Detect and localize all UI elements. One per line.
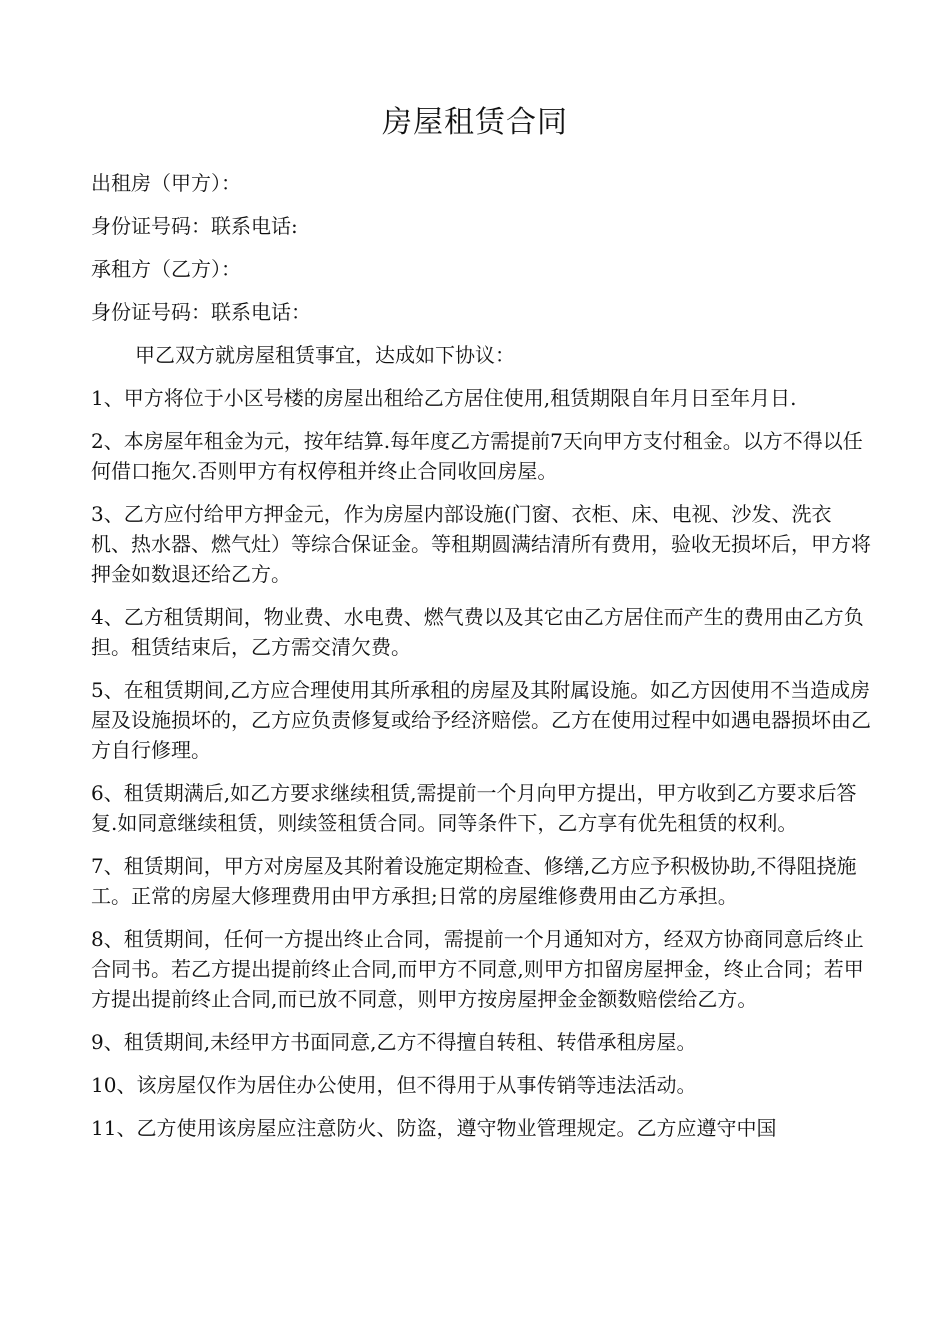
agreement-intro: 甲乙双方就房屋租赁事宜，达成如下协议：	[135, 343, 515, 367]
clause-7: 7、租赁期间，甲方对房屋及其附着设施定期检查、修缮,乙方应予积极协助,不得阻挠施工。正常的房屋大修理费用由甲方承担;日常的房屋维修费用由乙方承担。	[91, 854, 857, 908]
clause-3: 3、乙方应付给甲方押金元，作为房屋内部设施(门窗、衣柜、床、电视、沙发、洗衣机、热水器、燃气灶）等综合保证金。等租期圆满结清所有费用，验收无损坏后，甲方将押金如数退还给乙方。	[91, 502, 871, 586]
lessee-id-phone-line: 身份证号码：联系电话：	[91, 300, 311, 324]
clause-11: 11、乙方使用该房屋应注意防火、防盗，遵守物业管理规定。乙方应遵守中国	[91, 1116, 777, 1140]
clause-1: 1、甲方将位于小区号楼的房屋出租给乙方居住使用,租赁期限自年月日至年月日.	[91, 386, 797, 410]
clause-5: 5、在租赁期间,乙方应合理使用其所承租的房屋及其附属设施。如乙方因使用不当造成房屋及设施损坏的，乙方应负责修复或给予经济赔偿。乙方在使用过程中如遇电器损坏由乙方自行修理。	[91, 678, 871, 762]
clause-10: 10、该房屋仅作为居住办公使用，但不得用于从事传销等违法活动。	[91, 1073, 697, 1097]
clause-9: 9、租赁期间,未经甲方书面同意,乙方不得擅自转租、转借承租房屋。	[91, 1030, 697, 1054]
document-title: 房屋租赁合同	[382, 105, 568, 140]
contract-body	[91, 168, 871, 1156]
lessee-line: 承租方（乙方）：	[91, 257, 241, 281]
lessor-line: 出租房（甲方）：	[91, 171, 241, 195]
lessor-id-phone-line: 身份证号码：联系电话:	[91, 214, 298, 238]
clause-6: 6、租赁期满后,如乙方要求继续租赁,需提前一个月向甲方提出，甲方收到乙方要求后答复.如同意继续租赁，则续签租赁合同。同等条件下，乙方享有优先租赁的权利。	[91, 781, 857, 835]
clause-2: 2、本房屋年租金为元，按年结算.每年度乙方需提前7天向甲方支付租金。以方不得以任何借口拖欠.否则甲方有权停租并终止合同收回房屋。	[91, 429, 863, 483]
clause-4: 4、乙方租赁期间，物业费、水电费、燃气费以及其它由乙方居住而产生的费用由乙方负担。租赁结束后，乙方需交清欠费。	[91, 605, 864, 659]
clause-8: 8、租赁期间，任何一方提出终止合同，需提前一个月通知对方，经双方协商同意后终止合同书。若乙方提出提前终止合同,而甲方不同意,则甲方扣留房屋押金，终止合同；若甲方提出提前终止合同,而已放不同意，则甲方按房屋押金金额数赔偿给乙方。	[91, 927, 864, 1011]
